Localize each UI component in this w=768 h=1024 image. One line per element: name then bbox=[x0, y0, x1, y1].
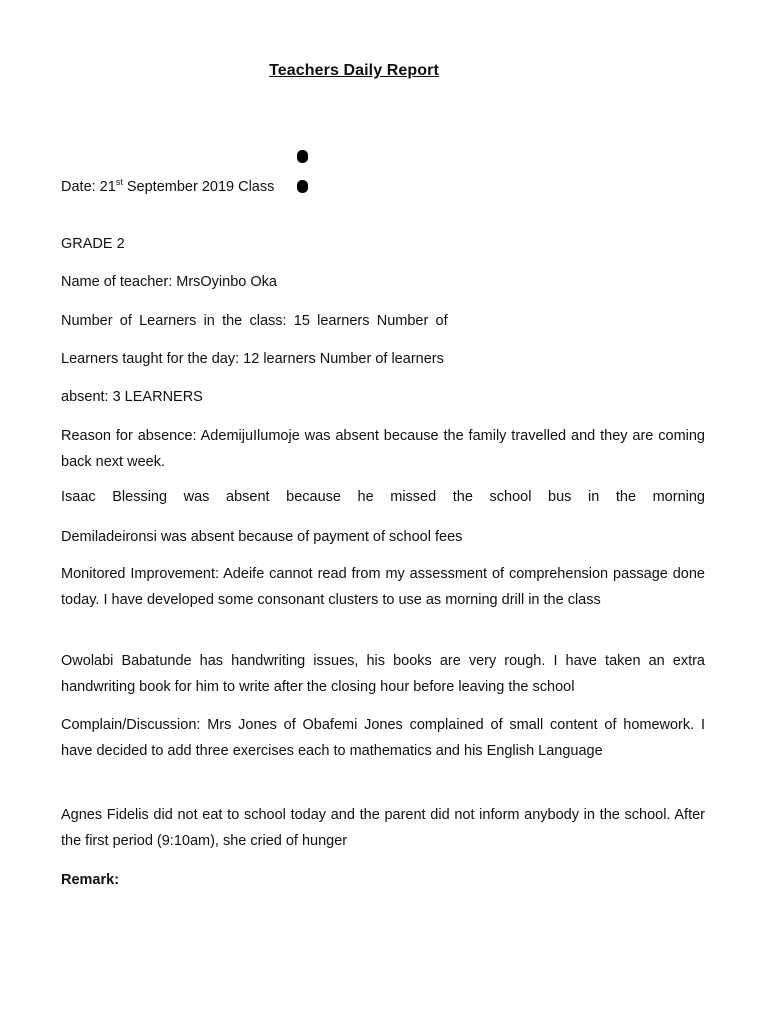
date-line bbox=[61, 177, 274, 197]
grade-line: GRADE 2 bbox=[61, 236, 125, 252]
learners-line-1: Number of Learners in the class: 15 learners Number of bbox=[61, 313, 448, 329]
report-title: Teachers Daily Report bbox=[269, 62, 439, 79]
agnes-paragraph: Agnes Fidelis did not eat to school today and the parent did not inform anybody in the school. After the first period (9:10am), she cried of hunger bbox=[61, 807, 705, 849]
complain-discussion-paragraph: Complain/Discussion: Mrs Jones of Obafemi Jones complained of small content of homework. I have decided to add three exercises each to mathematics and his English Language bbox=[61, 717, 705, 759]
date-suffix: September 2019 Class bbox=[122, 179, 275, 195]
demilade-absence-line: Demiladeironsi was absent because of payment of school fees bbox=[61, 529, 463, 545]
owolabi-paragraph: Owolabi Babatunde has handwriting issues, his books are very rough. I have taken an extra handwriting book for him to write after the closing hour before leaving the school bbox=[61, 653, 705, 695]
learners-line-2: Learners taught for the day: 12 learners Number of learners bbox=[61, 351, 444, 367]
monitored-improvement-paragraph: Monitored Improvement: Adeife cannot read from my assessment of comprehension passage done today. I have developed some consonant clusters to use as morning drill in the class bbox=[61, 566, 705, 608]
reason-absence-paragraph: Reason for absence: AdemijuIlumoje was absent because the family travelled and they are coming back next week. bbox=[61, 428, 705, 470]
learners-line-3: absent: 3 LEARNERS bbox=[61, 389, 203, 405]
date-superscript: st bbox=[115, 177, 123, 187]
remark-label: Remark: bbox=[61, 872, 120, 888]
isaac-absence-line: Isaac Blessing was absent because he missed the school bus in the morning bbox=[61, 489, 705, 505]
bullet-mark bbox=[297, 150, 308, 163]
date-prefix: Date: 21 bbox=[61, 179, 116, 195]
bullet-mark bbox=[297, 180, 308, 193]
teacher-line: Name of teacher: MrsOyinbo Oka bbox=[61, 274, 277, 290]
